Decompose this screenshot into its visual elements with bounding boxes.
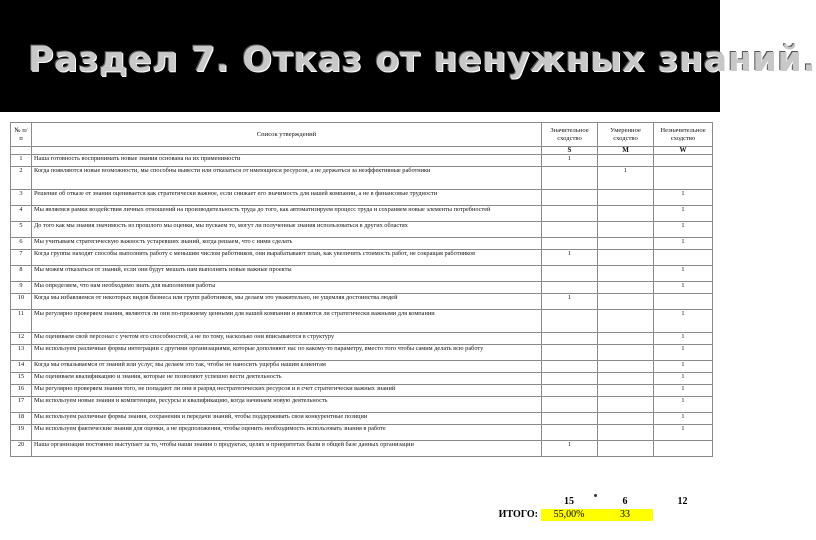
row-m-mark bbox=[598, 266, 654, 282]
row-s-mark bbox=[542, 167, 598, 190]
code-m: M bbox=[598, 147, 654, 155]
table-row bbox=[11, 385, 713, 397]
row-number: 5 bbox=[11, 222, 32, 238]
row-s-mark bbox=[542, 206, 598, 222]
row-w-mark: 1 bbox=[654, 333, 713, 345]
row-s-mark: 1 bbox=[542, 441, 598, 457]
row-number: 18 bbox=[11, 413, 32, 425]
row-s-mark bbox=[542, 266, 598, 282]
row-statement: Мы являемся рамки воздействия личных отношений на производительность труда до того, как автоматизируем процесс труда и сохраняем новые элементы потребностей bbox=[32, 206, 542, 222]
row-statement: Мы регулярно проверяем знания, являются ли они по-прежнему ценными для нашей компании и являются ли стратегически важными для компании bbox=[32, 310, 542, 333]
table-row bbox=[11, 397, 713, 413]
row-m-mark bbox=[598, 310, 654, 333]
survey-sheet bbox=[10, 122, 712, 526]
total-percent: 55,00% bbox=[541, 509, 597, 521]
row-w-mark: 1 bbox=[654, 282, 713, 294]
row-statement: Мы используем различные формы интеграции с другими организациями, которые дополняют нас по какому-то параметру, вместо того чтобы самим делать всю работу bbox=[32, 345, 542, 361]
row-number: 1 bbox=[11, 155, 32, 167]
row-s-mark: 1 bbox=[542, 250, 598, 266]
row-m-mark bbox=[598, 373, 654, 385]
table-row bbox=[11, 206, 713, 222]
row-m-mark bbox=[598, 282, 654, 294]
row-m-mark bbox=[598, 345, 654, 361]
header-statement: Список утверждений bbox=[32, 123, 542, 147]
row-statement: Мы оцениваем квалификацию и знания, которые не позволяют успешно вести деятельность bbox=[32, 373, 542, 385]
row-s-mark bbox=[542, 413, 598, 425]
row-m-mark bbox=[598, 206, 654, 222]
code-num bbox=[11, 147, 32, 155]
row-number: 11 bbox=[11, 310, 32, 333]
row-w-mark bbox=[654, 250, 713, 266]
row-m-mark bbox=[598, 238, 654, 250]
row-number: 2 bbox=[11, 167, 32, 190]
row-statement: Мы оцениваем свой персонал с учетом его способностей, а не по тому, насколько они вписываются в структуру bbox=[32, 333, 542, 345]
row-w-mark: 1 bbox=[654, 222, 713, 238]
row-m-mark bbox=[598, 413, 654, 425]
table-row bbox=[11, 167, 713, 190]
row-statement: Мы можем отказаться от знаний, если они будут мешать нам выполнять новые важные проекты bbox=[32, 266, 542, 282]
row-m-mark: 1 bbox=[598, 167, 654, 190]
header-w: Незначительное сходство bbox=[654, 123, 713, 147]
row-m-mark bbox=[598, 222, 654, 238]
total-m: 6 bbox=[622, 496, 628, 507]
total-w: 12 bbox=[677, 496, 688, 507]
row-statement: Когда группы находят способы выполнить работу с меньшим числом работников, они вырабатывают план, как увеличить стоимость работ, не сокращая работников bbox=[32, 250, 542, 266]
row-statement: До того как мы знания значимость из прошлого мы оценки, мы пускаем то, могут ли полученные знания использоваться в других областях bbox=[32, 222, 542, 238]
table-row bbox=[11, 155, 713, 167]
table-row bbox=[11, 413, 713, 425]
row-number: 14 bbox=[11, 361, 32, 373]
total-m-secondary: 33 bbox=[597, 509, 653, 521]
table-row bbox=[11, 266, 713, 282]
row-w-mark: 1 bbox=[654, 385, 713, 397]
table-row bbox=[11, 222, 713, 238]
table-row bbox=[11, 310, 713, 333]
row-statement: Когда мы отказываемся от знаний или услуг, мы делаем это так, чтобы не наносить ущерба нашим клиентам bbox=[32, 361, 542, 373]
table-row bbox=[11, 282, 713, 294]
survey-table bbox=[10, 122, 713, 457]
table-row bbox=[11, 333, 713, 345]
row-statement: Мы используем фактические знания для оценки, а не предположения, чтобы оценить необходимость использовать знания в работе bbox=[32, 425, 542, 441]
row-s-mark bbox=[542, 397, 598, 413]
row-s-mark bbox=[542, 425, 598, 441]
row-statement: Мы регулярно проверяем знания того, не попадают ли они в разряд нестратегических ресурсов и в счет стратегически важных знаний bbox=[32, 385, 542, 397]
row-number: 8 bbox=[11, 266, 32, 282]
table-row bbox=[11, 345, 713, 361]
row-s-mark bbox=[542, 385, 598, 397]
row-s-mark: 1 bbox=[542, 155, 598, 167]
row-statement: Мы учитываем стратегическую важность устаревших знаний, когда решаем, что с ними сделать bbox=[32, 238, 542, 250]
row-s-mark bbox=[542, 190, 598, 206]
row-s-mark bbox=[542, 222, 598, 238]
row-statement: Решение об отказе от знания оценивается как стратегически важное, если снижает его значимость для нашей компании, а не в финансовые трудности bbox=[32, 190, 542, 206]
row-w-mark: 1 bbox=[654, 310, 713, 333]
row-s-mark bbox=[542, 310, 598, 333]
row-number: 20 bbox=[11, 441, 32, 457]
row-statement: Когда мы избавляемся от некоторых видов бизнеса или групп работников, мы делаем это уважительно, не ущемляя достоинства людей bbox=[32, 294, 542, 310]
row-w-mark bbox=[654, 294, 713, 310]
table-row bbox=[11, 250, 713, 266]
row-w-mark: 1 bbox=[654, 266, 713, 282]
row-s-mark bbox=[542, 333, 598, 345]
total-s: 15 bbox=[564, 496, 574, 507]
table-row bbox=[11, 190, 713, 206]
header-s: Значительное сходство bbox=[542, 123, 598, 147]
row-m-mark bbox=[598, 294, 654, 310]
table-row bbox=[11, 441, 713, 457]
row-s-mark bbox=[542, 361, 598, 373]
header-num: № п/п bbox=[11, 123, 32, 147]
row-number: 19 bbox=[11, 425, 32, 441]
row-statement: Мы используем различные формы знания, сохранения и передачи знаний, чтобы поддерживать свои конкурентные позиции bbox=[32, 413, 542, 425]
row-statement: Наша готовность воспринимать новые знания основана на их применимости bbox=[32, 155, 542, 167]
total-label: ИТОГО: bbox=[498, 509, 538, 520]
row-s-mark bbox=[542, 238, 598, 250]
row-s-mark bbox=[542, 345, 598, 361]
slide-title: Раздел 7. Отказ от ненужных знаний. bbox=[28, 40, 816, 80]
header-m: Умеренное сходство bbox=[598, 123, 654, 147]
row-number: 6 bbox=[11, 238, 32, 250]
table-row bbox=[11, 361, 713, 373]
row-w-mark bbox=[654, 155, 713, 167]
table-header-row bbox=[11, 123, 713, 147]
row-w-mark: 1 bbox=[654, 425, 713, 441]
row-statement: Когда появляются новые возможности, мы способны вывести или отказаться от имеющихся ресурсов, а не держаться за неэффективные работники bbox=[32, 167, 542, 190]
table-row bbox=[11, 238, 713, 250]
cell-handle-icon bbox=[594, 494, 597, 497]
totals-area bbox=[10, 496, 712, 528]
row-w-mark: 1 bbox=[654, 190, 713, 206]
row-m-mark bbox=[598, 385, 654, 397]
row-number: 10 bbox=[11, 294, 32, 310]
code-statement bbox=[32, 147, 542, 155]
row-w-mark: 1 bbox=[654, 345, 713, 361]
row-s-mark bbox=[542, 373, 598, 385]
code-w: W bbox=[654, 147, 713, 155]
row-m-mark bbox=[598, 250, 654, 266]
row-w-mark: 1 bbox=[654, 413, 713, 425]
table-row bbox=[11, 425, 713, 441]
row-w-mark: 1 bbox=[654, 373, 713, 385]
row-statement: Мы используем новые знания и компетенции, ресурсы и квалификацию, когда начинаем новую деятельность bbox=[32, 397, 542, 413]
row-m-mark bbox=[598, 397, 654, 413]
table-row bbox=[11, 373, 713, 385]
row-number: 15 bbox=[11, 373, 32, 385]
row-s-mark bbox=[542, 282, 598, 294]
row-number: 12 bbox=[11, 333, 32, 345]
row-number: 16 bbox=[11, 385, 32, 397]
row-m-mark bbox=[598, 333, 654, 345]
title-bar bbox=[0, 0, 816, 112]
table-row bbox=[11, 294, 713, 310]
row-number: 4 bbox=[11, 206, 32, 222]
row-m-mark bbox=[598, 361, 654, 373]
row-number: 3 bbox=[11, 190, 32, 206]
row-m-mark bbox=[598, 190, 654, 206]
row-w-mark: 1 bbox=[654, 238, 713, 250]
row-w-mark bbox=[654, 167, 713, 190]
row-w-mark: 1 bbox=[654, 206, 713, 222]
row-m-mark bbox=[598, 425, 654, 441]
row-m-mark bbox=[598, 441, 654, 457]
row-w-mark: 1 bbox=[654, 361, 713, 373]
row-number: 17 bbox=[11, 397, 32, 413]
row-w-mark bbox=[654, 441, 713, 457]
row-m-mark bbox=[598, 155, 654, 167]
row-number: 13 bbox=[11, 345, 32, 361]
table-codes-row bbox=[11, 147, 713, 155]
row-statement: Наша организация постоянно выступает за то, чтобы наши знания о продуктах, целях и приоритетах были в общей базе данных организации bbox=[32, 441, 542, 457]
row-number: 9 bbox=[11, 282, 32, 294]
code-s: S bbox=[542, 147, 598, 155]
row-w-mark: 1 bbox=[654, 397, 713, 413]
row-statement: Мы определяем, что нам необходимо знать для выполнения работы bbox=[32, 282, 542, 294]
row-number: 7 bbox=[11, 250, 32, 266]
row-s-mark: 1 bbox=[542, 294, 598, 310]
